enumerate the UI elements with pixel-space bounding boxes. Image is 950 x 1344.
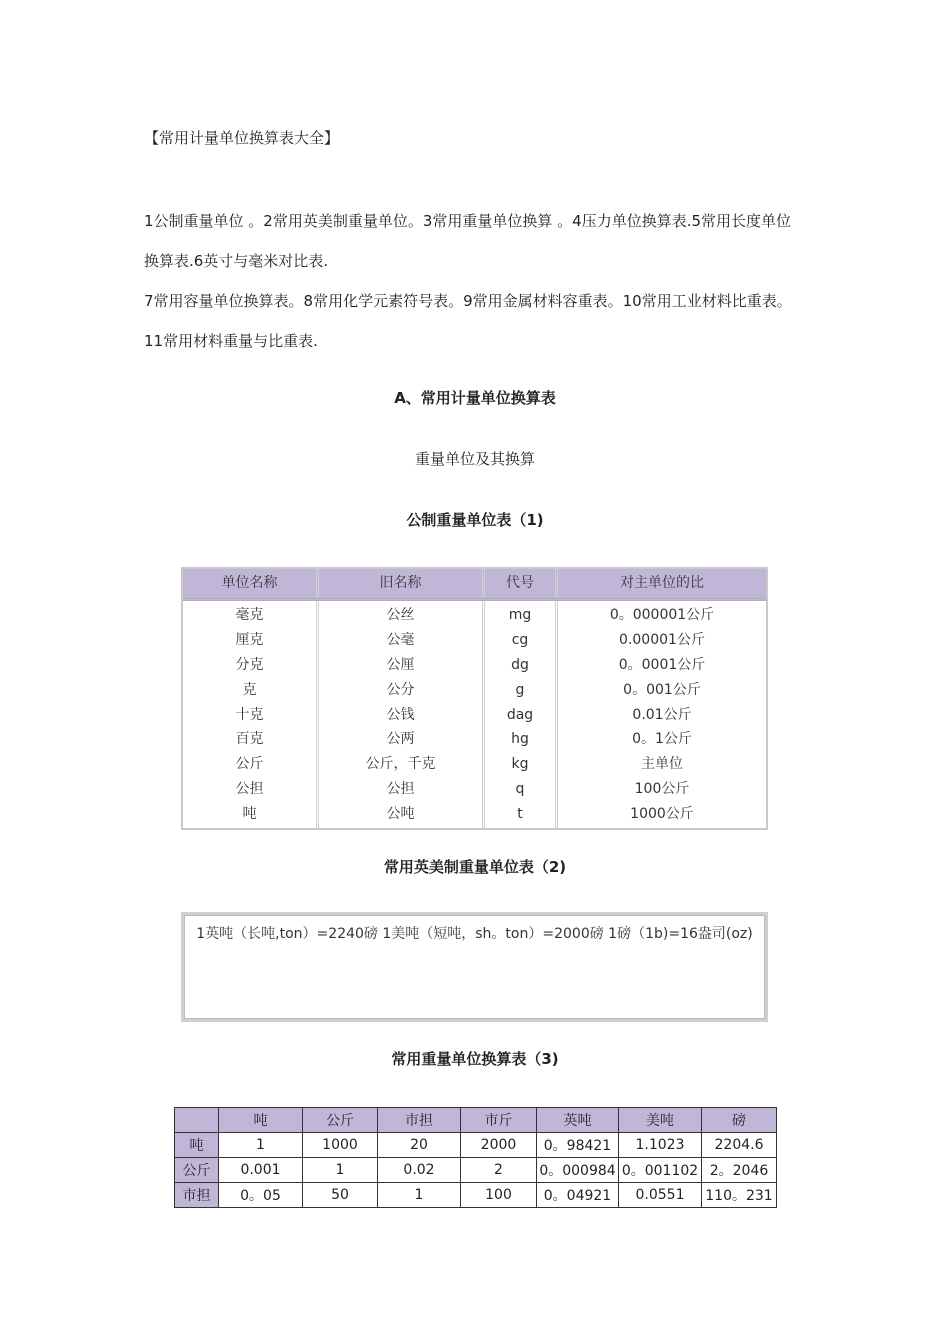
- section-a-heading: A、常用计量单位换算表: [394, 389, 556, 407]
- table-cell: 0.02: [378, 1158, 461, 1183]
- table-cell: 1: [219, 1133, 303, 1158]
- table-cell: 0。000984: [537, 1158, 619, 1183]
- unit-name-column: [183, 601, 319, 829]
- table3-caption: 常用重量单位换算表（3): [391, 1050, 559, 1068]
- table-cell: hg: [511, 731, 529, 748]
- table-cell: 2: [461, 1158, 537, 1183]
- weight-subheading: 重量单位及其换算: [414, 450, 535, 468]
- table-cell: 0。05: [219, 1183, 303, 1208]
- weight-conversion-table: [174, 1107, 777, 1208]
- code-column: [485, 601, 558, 829]
- table-row: [175, 1158, 777, 1183]
- metric-table-header: [183, 569, 766, 601]
- table-cell: 公担: [235, 781, 264, 798]
- table-cell: kg: [511, 756, 529, 773]
- table-cell: 0。001公斤: [623, 681, 701, 698]
- table-cell: 公斤: [235, 756, 264, 773]
- table-cell: 0。000001公斤: [609, 607, 715, 623]
- table-cell: 2204.6: [702, 1133, 777, 1158]
- table-cell: 100公斤: [634, 781, 690, 798]
- header-old-name: 旧名称: [319, 569, 485, 598]
- table-row: [175, 1133, 777, 1158]
- table-cell: 20: [378, 1133, 461, 1158]
- metric-weight-table: [181, 567, 768, 830]
- table-cell: q: [515, 781, 525, 798]
- table-cell: g: [515, 681, 525, 698]
- table-cell: 0。1公斤: [632, 731, 692, 748]
- table-cell: 吨: [242, 806, 257, 823]
- ratio-column: [558, 601, 766, 829]
- table-cell: 0。98421: [537, 1133, 619, 1158]
- table-cell: 1: [378, 1183, 461, 1208]
- table-cell: 2000: [461, 1133, 537, 1158]
- col-header: 市担: [378, 1108, 461, 1133]
- table-cell: cg: [511, 631, 529, 648]
- table-cell: 0.0551: [619, 1183, 702, 1208]
- table1-caption: 公制重量单位表（1): [406, 511, 544, 529]
- table-cell: 公钱: [386, 706, 415, 723]
- corner-cell: [175, 1108, 219, 1133]
- table-cell: 十克: [235, 706, 264, 723]
- col-header: 公斤: [303, 1108, 378, 1133]
- table-cell: 0。0001公斤: [618, 656, 706, 673]
- header-unit-name: 单位名称: [183, 569, 319, 598]
- intro-paragraph-2: 7常用容量单位换算表。8常用化学元素符号表。9常用金属材料容重表。10常用工业材料比重表。11常用材料重量与比重表.: [144, 292, 792, 350]
- table-cell: 110。231: [702, 1183, 777, 1208]
- col-header: 英吨: [537, 1108, 619, 1133]
- table-cell: 2。2046: [702, 1158, 777, 1183]
- table-cell: 公担: [386, 781, 415, 798]
- table-cell: 公分: [386, 681, 415, 698]
- table-cell: 0。001102: [619, 1158, 702, 1183]
- header-code: 代号: [485, 569, 558, 598]
- table-cell: 公斤，千克: [365, 756, 436, 773]
- table-cell: 公丝: [386, 607, 415, 623]
- col-header: 美吨: [619, 1108, 702, 1133]
- row-header: 市担: [175, 1183, 219, 1208]
- table-cell: 0.001: [219, 1158, 303, 1183]
- table-cell: 克: [242, 681, 257, 698]
- col-header: 磅: [702, 1108, 777, 1133]
- table-cell: 厘克: [235, 631, 264, 648]
- row-header: 公斤: [175, 1158, 219, 1183]
- table-row: [175, 1183, 777, 1208]
- table-cell: 公厘: [386, 656, 415, 673]
- intro-text: [144, 201, 796, 361]
- table-cell: dg: [511, 656, 529, 673]
- table-cell: 百克: [235, 731, 264, 748]
- col-header: 吨: [219, 1108, 303, 1133]
- table-cell: 0.01公斤: [632, 706, 692, 723]
- table-cell: 1: [303, 1158, 378, 1183]
- table2-caption: 常用英美制重量单位表（2): [383, 858, 567, 876]
- table-cell: 公吨: [386, 806, 415, 823]
- table-cell: 毫克: [235, 607, 264, 623]
- table-cell: 100: [461, 1183, 537, 1208]
- table-cell: 1.1023: [619, 1133, 702, 1158]
- table-cell: 50: [303, 1183, 378, 1208]
- col-header: 市斤: [461, 1108, 537, 1133]
- table-cell: 公两: [386, 731, 415, 748]
- table-cell: 公毫: [386, 631, 415, 648]
- table-cell: 1000公斤: [630, 806, 694, 823]
- old-name-column: [319, 601, 485, 829]
- intro-paragraph-1: 1公制重量单位 。2常用英美制重量单位。3常用重量单位换算 。4压力单位换算表.5常用长度单位换算表.6英寸与毫米对比表.: [144, 212, 792, 270]
- imperial-weight-text: 1英吨（长吨,ton）=2240磅 1美吨（短吨，sh。ton）=2000磅 1磅（1b)=16盎司(oz): [196, 926, 753, 942]
- table-cell: mg: [508, 607, 532, 623]
- imperial-weight-note: [181, 912, 768, 1022]
- header-ratio: 对主单位的比: [620, 575, 704, 591]
- table-cell: 分克: [235, 656, 264, 673]
- table-header-row: [175, 1108, 777, 1133]
- table-cell: 主单位: [641, 756, 683, 773]
- table-cell: 0。04921: [537, 1183, 619, 1208]
- table-cell: dag: [506, 706, 534, 723]
- page-title: 【常用计量单位换算表大全】: [144, 129, 340, 147]
- table-cell: t: [517, 806, 523, 823]
- row-header: 吨: [175, 1133, 219, 1158]
- table-cell: 0.00001公斤: [619, 631, 705, 648]
- table-cell: 1000: [303, 1133, 378, 1158]
